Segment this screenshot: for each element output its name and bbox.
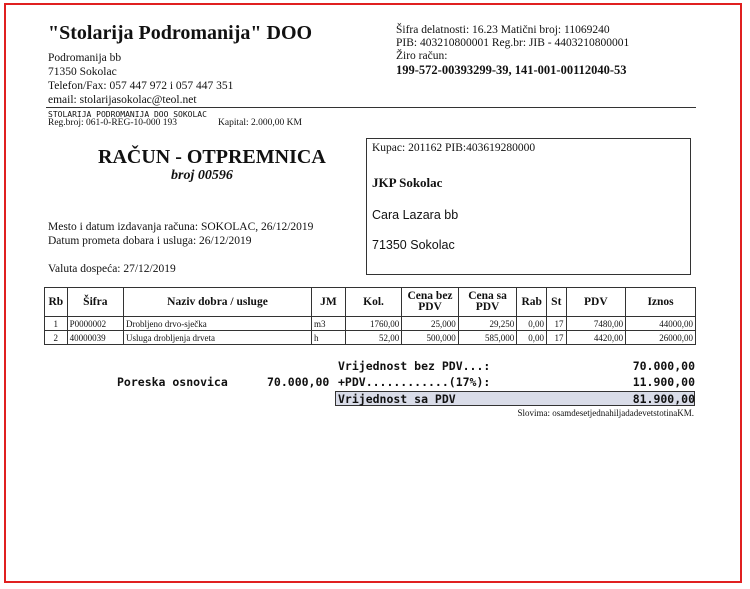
due-date: Valuta dospeća: 27/12/2019: [48, 263, 176, 275]
tax-base-label: Poreska osnovica: [117, 375, 228, 389]
vat-label: +PDV............(17%):: [338, 375, 491, 389]
table-row: [45, 317, 696, 331]
cell-iznos: 26000,00: [626, 331, 696, 345]
seller-pib: PIB: 403210800001 Reg.br: JIB - 4403210800001: [396, 37, 630, 49]
supply-date: Datum prometa dobara i usluga: 26/12/2019: [48, 235, 252, 247]
col-sifra: Šifra: [67, 288, 123, 317]
buyer-city: 71350 Sokolac: [372, 238, 455, 252]
items-table: [44, 287, 696, 345]
cell-pdv: 7480,00: [566, 317, 626, 331]
cell-rb: 1: [45, 317, 68, 331]
cell-cena-sa-pdv: 29,250: [458, 317, 517, 331]
table-header-row: [45, 288, 696, 317]
buyer-id: Kupac: 201162 PIB:403619280000: [372, 142, 536, 154]
amount-in-words: Slovima: osamdesetjednahiljadadevetstotinaKM.: [517, 408, 694, 418]
cell-cena-bez-pdv: 500,000: [402, 331, 458, 345]
invoice-title: RAČUN - OTPREMNICA: [98, 146, 326, 168]
seller-phone: Telefon/Fax: 057 447 972 i 057 447 351: [48, 80, 234, 92]
invoice-number: broj 00596: [171, 168, 233, 183]
seller-reg: Reg.broj: 061-0-REG-10-000 193: [48, 118, 178, 128]
cell-rb: 2: [45, 331, 68, 345]
net-label: Vrijednost bez PDV...:: [338, 359, 491, 373]
gross-value: 81.900,00: [632, 392, 695, 406]
col-cena-sa-pdv: Cena sa PDV: [458, 288, 517, 317]
cell-jm: m3: [311, 317, 345, 331]
col-kol: Kol.: [345, 288, 401, 317]
buyer-name: JKP Sokolac: [372, 175, 443, 190]
cell-kol: 52,00: [345, 331, 401, 345]
col-st: St: [547, 288, 567, 317]
net-value: 70.000,00: [632, 359, 695, 373]
cell-iznos: 44000,00: [626, 317, 696, 331]
seller-capital: Kapital: 2.000,00 KM: [218, 118, 302, 128]
col-naziv: Naziv dobra / usluge: [124, 288, 312, 317]
cell-cena-sa-pdv: 585,000: [458, 331, 517, 345]
col-pdv: PDV: [566, 288, 626, 317]
cell-kol: 1760,00: [345, 317, 401, 331]
cell-naziv: Usluga drobljenja drveta: [124, 331, 312, 345]
cell-rab: 0,00: [517, 331, 547, 345]
issue-place-date: Mesto i datum izdavanja računa: SOKOLAC, 26/12/2019: [48, 221, 314, 233]
cell-jm: h: [311, 331, 345, 345]
seller-name: "Stolarija Podromanija" DOO: [48, 22, 313, 44]
cell-st: 17: [547, 317, 567, 331]
buyer-street: Cara Lazara bb: [372, 208, 459, 222]
seller-accounts: 199-572-00393299-39, 141-001-00112040-53: [396, 63, 627, 77]
seller-city: 71350 Sokolac: [48, 66, 117, 78]
col-rab: Rab: [517, 288, 547, 317]
gross-label: Vrijednost sa PDV: [338, 392, 456, 406]
cell-pdv: 4420,00: [566, 331, 626, 345]
cell-sifra: P0000002: [67, 317, 123, 331]
seller-activity: Šifra delatnosti: 16.23 Matični broj: 11069240: [396, 24, 610, 36]
table-row: [45, 331, 696, 345]
cell-naziv: Drobljeno drvo-sječka: [124, 317, 312, 331]
seller-email: email: stolarijasokolac@teol.net: [48, 94, 197, 106]
col-iznos: Iznos: [626, 288, 696, 317]
tax-base-value: 70.000,00: [267, 375, 330, 389]
cell-st: 17: [547, 331, 567, 345]
seller-account-label: Žiro račun:: [396, 50, 448, 62]
col-cena-bez-pdv: Cena bez PDV: [402, 288, 458, 317]
seller-street: Podromanija bb: [48, 52, 122, 64]
header-divider: [46, 107, 696, 108]
col-jm: JM: [311, 288, 345, 317]
cell-rab: 0,00: [517, 317, 547, 331]
vat-value: 11.900,00: [632, 375, 695, 389]
seller-short-name: STOLARIJA PODROMANIJA DOO SOKOLAC: [48, 110, 207, 119]
buyer-box: [366, 138, 691, 275]
cell-cena-bez-pdv: 25,000: [402, 317, 458, 331]
col-rb: Rb: [45, 288, 68, 317]
cell-sifra: 40000039: [67, 331, 123, 345]
